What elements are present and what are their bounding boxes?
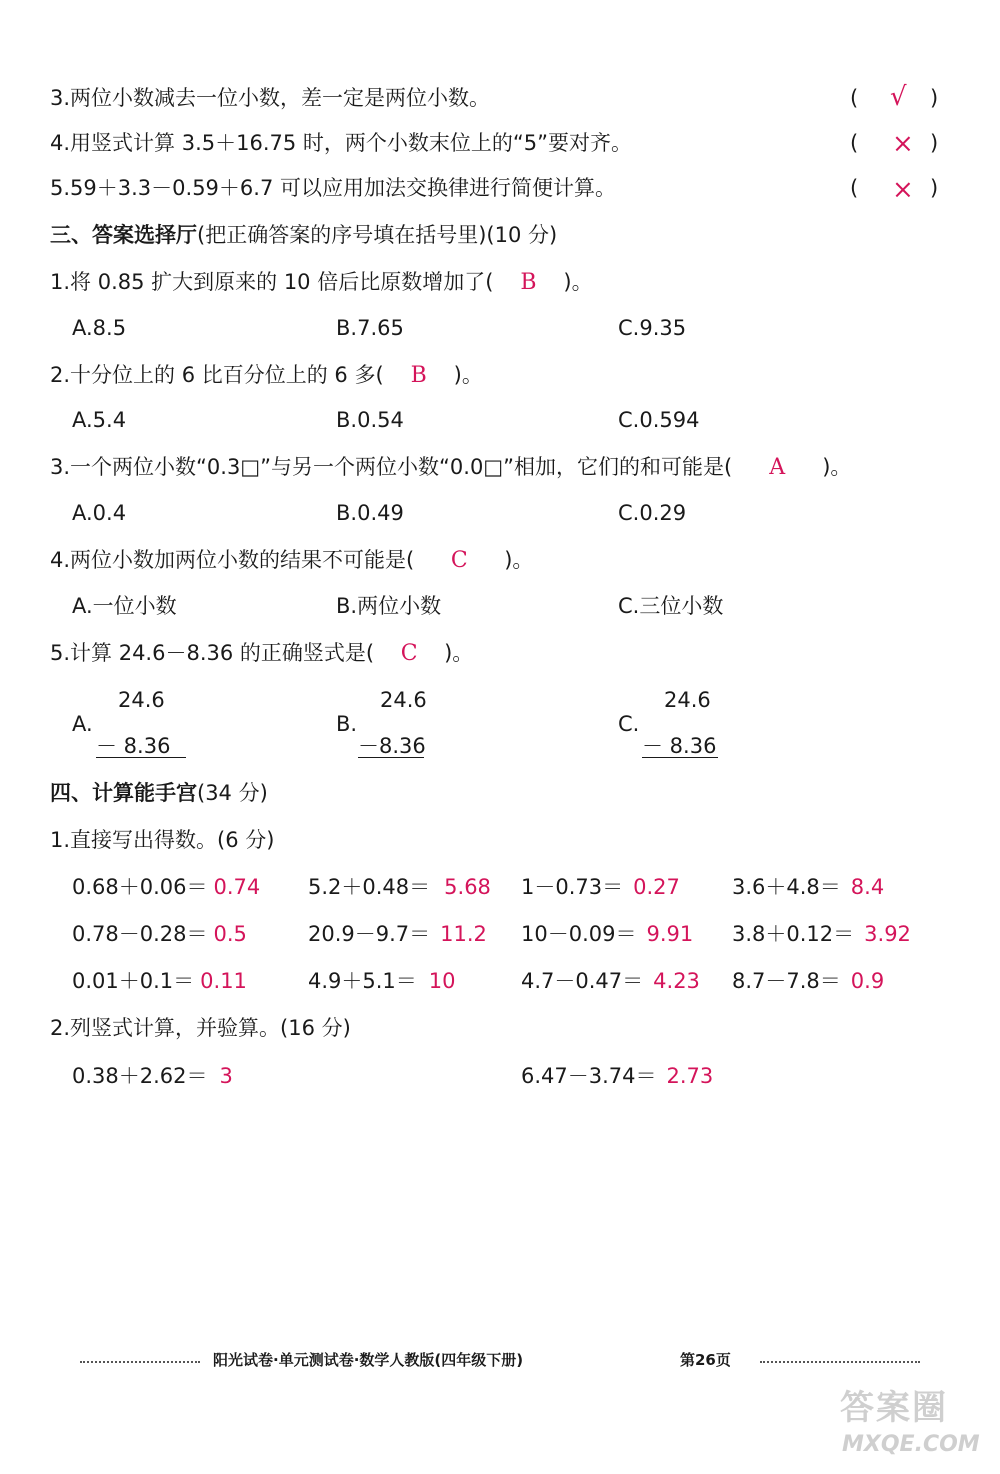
judge-item-5-paren-close: ) bbox=[930, 176, 939, 200]
q2-option-b: B.0.54 bbox=[336, 408, 404, 432]
judge-item-3-mark: √ bbox=[890, 82, 907, 112]
calc-answer: 0.5 bbox=[213, 922, 247, 946]
q1-stem: 1.将 0.85 扩大到原来的 10 倍后比原数增加了( bbox=[50, 270, 494, 294]
q3-stem: 3.一个两位小数“0.3□”与另一个两位小数“0.0□”相加，它们的和可能是( bbox=[50, 455, 733, 479]
calc-answer: 0.27 bbox=[633, 875, 680, 899]
calc-3-2 bbox=[308, 967, 456, 995]
calc-answer: 0.11 bbox=[200, 969, 247, 993]
footer-dots-right bbox=[760, 1361, 920, 1363]
calc-expr: 0.68＋0.06＝ bbox=[72, 875, 208, 899]
judge-item-3-text: 3.两位小数减去一位小数，差一定是两位小数。 bbox=[50, 86, 491, 110]
calc-expr: 4.7－0.47＝ bbox=[521, 969, 644, 993]
q5-vertical-a-label: A. bbox=[72, 712, 93, 736]
calc-answer: 9.91 bbox=[646, 922, 694, 946]
judge-item-4-paren-open: ( bbox=[850, 131, 859, 155]
q5-line bbox=[50, 639, 473, 668]
calc-expr: 20.9－9.7＝ bbox=[308, 922, 431, 946]
q4-option-b: B.两位小数 bbox=[336, 594, 442, 618]
calc-answer: 8.4 bbox=[850, 875, 885, 899]
calc-expr: 0.78－0.28＝ bbox=[72, 922, 208, 946]
section4-heading bbox=[50, 779, 268, 807]
calc-1-2 bbox=[308, 873, 491, 901]
q2-line bbox=[50, 361, 483, 390]
q4-line bbox=[50, 546, 533, 575]
judge-item-4-text: 4.用竖式计算 3.5＋16.75 时，两个小数末位上的“5”要对齐。 bbox=[50, 131, 633, 155]
vertical-calc-expr: 6.47－3.74＝ bbox=[521, 1064, 657, 1088]
calc-2-4 bbox=[732, 920, 911, 948]
calc-2-2 bbox=[308, 920, 487, 948]
watermark-logo-text: 答案圈 bbox=[840, 1388, 948, 1428]
q5-vertical-b-rule bbox=[358, 757, 424, 758]
calc-3-4 bbox=[732, 967, 884, 995]
q4-answer: C bbox=[450, 548, 468, 573]
q3-end: )。 bbox=[822, 455, 852, 479]
calc-answer: 5.68 bbox=[444, 875, 491, 899]
calc-1-4 bbox=[732, 873, 884, 901]
calc-3-1 bbox=[72, 967, 247, 995]
calc-answer: 11.2 bbox=[440, 922, 487, 946]
calc-answer: 0.74 bbox=[213, 875, 261, 899]
section3-title: 三、答案选择厅 bbox=[50, 223, 197, 247]
q1-end: )。 bbox=[563, 270, 593, 294]
q2-answer: B bbox=[410, 363, 427, 388]
footer-dots-left bbox=[80, 1361, 200, 1363]
judge-item-4-mark: × bbox=[892, 129, 914, 159]
q5-vertical-c-bottom: － 8.36 bbox=[642, 734, 717, 758]
q3-option-b: B.0.49 bbox=[336, 501, 404, 525]
q1-line bbox=[50, 268, 593, 297]
section4-score: (34 分) bbox=[197, 781, 268, 805]
q5-vertical-c-top: 24.6 bbox=[664, 688, 711, 712]
q5-vertical-a-rule bbox=[96, 757, 186, 758]
q1-option-c: C.9.35 bbox=[618, 316, 687, 340]
q5-vertical-a-bottom: － 8.36 bbox=[96, 734, 171, 758]
calc-answer: 10 bbox=[428, 969, 456, 993]
section4-part2-title: 2.列竖式计算，并验算。(16 分) bbox=[50, 1016, 351, 1040]
q5-vertical-b-label: B. bbox=[336, 712, 358, 736]
calc-1-3 bbox=[521, 873, 680, 901]
q4-end: )。 bbox=[504, 548, 534, 572]
q4-option-c: C.三位小数 bbox=[618, 594, 724, 618]
judge-item-5-paren-open: ( bbox=[850, 176, 859, 200]
q5-vertical-c-label: C. bbox=[618, 712, 640, 736]
calc-answer: 0.9 bbox=[850, 969, 885, 993]
vertical-calc-answer: 3 bbox=[219, 1064, 233, 1088]
calc-2-3 bbox=[521, 920, 693, 948]
calc-3-3 bbox=[521, 967, 700, 995]
q2-option-a: A.5.4 bbox=[72, 408, 127, 432]
calc-2-1 bbox=[72, 920, 247, 948]
judge-item-5-mark: × bbox=[892, 175, 914, 205]
q4-option-a: A.一位小数 bbox=[72, 594, 177, 618]
section4-part1-title: 1.直接写出得数。(6 分) bbox=[50, 828, 275, 852]
vertical-calc-2 bbox=[521, 1062, 713, 1090]
judge-item-3-paren-close: ) bbox=[930, 86, 939, 110]
q2-stem: 2.十分位上的 6 比百分位上的 6 多( bbox=[50, 363, 384, 387]
footer-text: 阳光试卷·单元测试卷·数学人教版(四年级下册) bbox=[213, 1351, 524, 1369]
footer-page-number: 第26页 bbox=[680, 1351, 731, 1369]
q5-stem: 5.计算 24.6－8.36 的正确竖式是( bbox=[50, 641, 375, 665]
q1-option-a: A.8.5 bbox=[72, 316, 127, 340]
q5-answer: C bbox=[400, 641, 418, 666]
vertical-calc-answer: 2.73 bbox=[666, 1064, 714, 1088]
calc-expr: 8.7－7.8＝ bbox=[732, 969, 841, 993]
q4-stem: 4.两位小数加两位小数的结果不可能是( bbox=[50, 548, 415, 572]
calc-expr: 5.2＋0.48＝ bbox=[308, 875, 431, 899]
vertical-calc-1 bbox=[72, 1062, 233, 1090]
q2-end: )。 bbox=[453, 363, 483, 387]
q5-vertical-c-rule bbox=[642, 757, 718, 758]
q3-answer: A bbox=[769, 455, 786, 480]
section3-note: (把正确答案的序号填在括号里)(10 分) bbox=[197, 223, 558, 247]
calc-1-1 bbox=[72, 873, 260, 901]
section4-title: 四、计算能手宫 bbox=[50, 781, 197, 805]
calc-expr: 1－0.73＝ bbox=[521, 875, 624, 899]
calc-expr: 10－0.09＝ bbox=[521, 922, 637, 946]
q1-answer: B bbox=[520, 270, 537, 295]
q5-end: )。 bbox=[444, 641, 474, 665]
q1-option-b: B.7.65 bbox=[336, 316, 404, 340]
section3-heading bbox=[50, 221, 557, 249]
judge-item-5-text: 5.59＋3.3－0.59＋6.7 可以应用加法交换律进行简便计算。 bbox=[50, 176, 616, 200]
vertical-calc-expr: 0.38＋2.62＝ bbox=[72, 1064, 208, 1088]
q3-option-c: C.0.29 bbox=[618, 501, 687, 525]
q2-option-c: C.0.594 bbox=[618, 408, 700, 432]
calc-expr: 3.6＋4.8＝ bbox=[732, 875, 841, 899]
q3-line bbox=[50, 453, 851, 482]
q3-option-a: A.0.4 bbox=[72, 501, 127, 525]
q5-vertical-b-bottom: －8.36 bbox=[358, 734, 426, 758]
q5-vertical-a-top: 24.6 bbox=[118, 688, 165, 712]
calc-expr: 4.9＋5.1＝ bbox=[308, 969, 417, 993]
judge-item-3-paren-open: ( bbox=[850, 86, 859, 110]
calc-answer: 3.92 bbox=[864, 922, 911, 946]
calc-expr: 3.8＋0.12＝ bbox=[732, 922, 855, 946]
calc-answer: 4.23 bbox=[653, 969, 700, 993]
calc-expr: 0.01＋0.1＝ bbox=[72, 969, 195, 993]
q5-vertical-b-top: 24.6 bbox=[380, 688, 427, 712]
judge-item-4-paren-close: ) bbox=[930, 131, 939, 155]
watermark-url: MXQE.COM bbox=[842, 1432, 980, 1457]
